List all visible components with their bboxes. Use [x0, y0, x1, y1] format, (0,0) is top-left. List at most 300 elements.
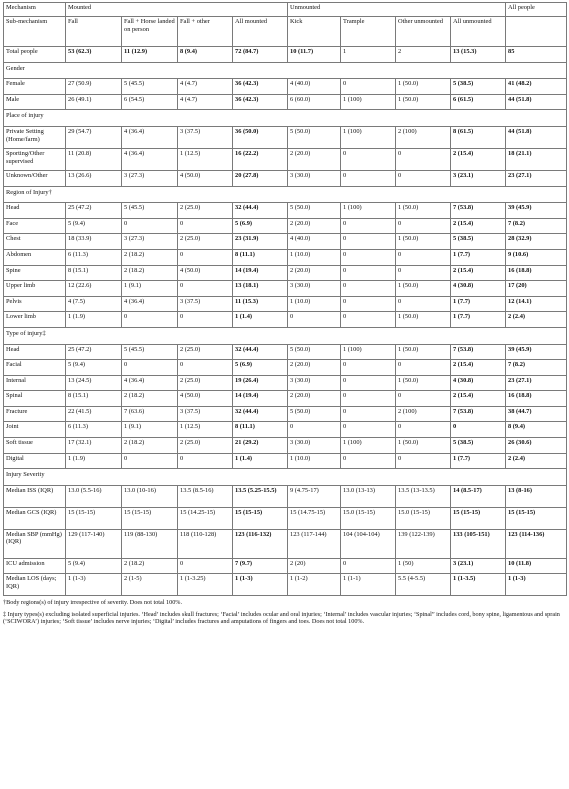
table-cell: 2 (18.2) [122, 265, 178, 281]
section-row [4, 110, 567, 127]
table-cell: 19 (26.4) [233, 375, 288, 391]
row-label: Upper limb [4, 281, 66, 297]
table-cell: 8 (11.1) [233, 422, 288, 438]
table-cell: 1 (50.0) [396, 203, 451, 219]
row-label: Facial [4, 360, 66, 376]
table-cell: 1 (50.0) [396, 312, 451, 328]
table-cell: 0 [396, 422, 451, 438]
table-cell: 15.0 (15-15) [341, 507, 396, 529]
table-cell: 0 [178, 281, 233, 297]
table-cell: 1 (50.0) [396, 234, 451, 250]
table-row [4, 170, 567, 186]
table-cell: 11 (15.3) [233, 296, 288, 312]
table-cell: 0 [396, 296, 451, 312]
table-cell: 0 [451, 422, 506, 438]
table-row [4, 148, 567, 170]
table-cell: 5 (45.5) [122, 79, 178, 95]
table-cell: 13 (24.5) [66, 375, 122, 391]
table-cell: 15 (15-15) [122, 507, 178, 529]
table-cell: 2 (20) [288, 558, 341, 574]
table-cell: 0 [341, 148, 396, 170]
table-cell: 123 (114-136) [506, 529, 567, 558]
table-cell: 3 (23.1) [451, 170, 506, 186]
header-cell: Fall + other [178, 17, 233, 47]
table-cell: 0 [122, 218, 178, 234]
table-row [4, 249, 567, 265]
table-cell: 8 (61.5) [451, 126, 506, 148]
table-cell: 5 (45.5) [122, 344, 178, 360]
header-cell: Other unmounted [396, 17, 451, 47]
table-cell: 5 (38.5) [451, 234, 506, 250]
table-cell: 13 (26.6) [66, 170, 122, 186]
table-cell: 4 (30.8) [451, 281, 506, 297]
table-cell: 0 [341, 234, 396, 250]
table-cell: 1 (1-3) [506, 574, 567, 596]
table-cell: 1 (9.1) [122, 281, 178, 297]
table-cell: 1 (1.9) [66, 312, 122, 328]
table-cell: 0 [288, 422, 341, 438]
table-row [4, 126, 567, 148]
table-cell: 0 [396, 170, 451, 186]
row-label: Soft tissue [4, 438, 66, 454]
header-cell: Sub-mechanism [4, 17, 66, 47]
table-cell: 15 (15-15) [506, 507, 567, 529]
table-cell: 2 (15.4) [451, 265, 506, 281]
table-cell: 7 (9.7) [233, 558, 288, 574]
table-cell: 2 (100) [396, 406, 451, 422]
table-row [4, 360, 567, 376]
table-cell: 2 (15.4) [451, 391, 506, 407]
table-cell: 11 (12.9) [122, 47, 178, 63]
table-cell: 2 (2.4) [506, 453, 567, 469]
table-cell: 1 (10.0) [288, 453, 341, 469]
table-row [4, 485, 567, 507]
table-cell: 0 [396, 148, 451, 170]
table-cell: 5 (50.0) [288, 406, 341, 422]
table-cell: 8 (15.1) [66, 391, 122, 407]
table-cell: 2 (25.0) [178, 234, 233, 250]
table-cell: 16 (18.8) [506, 391, 567, 407]
row-label: Fracture [4, 406, 66, 422]
table-cell: 39 (45.9) [506, 344, 567, 360]
row-label: Total people [4, 47, 66, 63]
table-row [4, 79, 567, 95]
table-cell: 36 (50.0) [233, 126, 288, 148]
row-label: Unknown/Other [4, 170, 66, 186]
table-cell: 1 (7.7) [451, 453, 506, 469]
table-cell: 2 (25.0) [178, 375, 233, 391]
table-cell: 5 (9.4) [66, 218, 122, 234]
table-cell: 1 (100) [341, 126, 396, 148]
row-label: Spine [4, 265, 66, 281]
table-cell: 2 (15.4) [451, 360, 506, 376]
table-cell: 4 (4.7) [178, 94, 233, 110]
table-cell: 23 (27.1) [506, 170, 567, 186]
row-label: Median ISS (IQR) [4, 485, 66, 507]
table-row [4, 453, 567, 469]
table-cell: 4 (40.0) [288, 79, 341, 95]
table-cell: 17 (20) [506, 281, 567, 297]
table-cell: 2 (20.0) [288, 360, 341, 376]
table-row [4, 507, 567, 529]
table-cell: 1 (50.0) [396, 344, 451, 360]
table-cell: 13.5 (5.25-15.5) [233, 485, 288, 507]
table-cell: 6 (11.3) [66, 422, 122, 438]
table-cell: 13 (15.3) [451, 47, 506, 63]
table-cell: 6 (54.5) [122, 94, 178, 110]
header-cell-mounted: Mounted [66, 3, 288, 17]
header-cell-unmounted: Unmounted [288, 3, 506, 17]
table-cell: 0 [341, 170, 396, 186]
table-cell: 15 (15-15) [451, 507, 506, 529]
table-cell: 123 (117-144) [288, 529, 341, 558]
table-cell: 0 [396, 265, 451, 281]
table-cell: 0 [341, 558, 396, 574]
document [3, 2, 566, 626]
row-label: Sporting/Other supervised [4, 148, 66, 170]
row-label: Pelvis [4, 296, 66, 312]
table-cell: 139 (122-139) [396, 529, 451, 558]
table-cell: 1 (50) [396, 558, 451, 574]
row-label: Head [4, 203, 66, 219]
table-cell: 4 (36.4) [122, 126, 178, 148]
table-cell: 5 (50.0) [288, 203, 341, 219]
table-cell: 3 (23.1) [451, 558, 506, 574]
table-cell: 104 (104-104) [341, 529, 396, 558]
table-cell: 5 (45.5) [122, 203, 178, 219]
table-cell: 1 (100) [341, 94, 396, 110]
table-cell: 0 [341, 422, 396, 438]
table-cell: 27 (50.9) [66, 79, 122, 95]
table-cell: 5 (6.9) [233, 360, 288, 376]
table-row [4, 218, 567, 234]
table-cell: 1 (1-1) [341, 574, 396, 596]
table-cell: 7 (53.8) [451, 406, 506, 422]
table-cell: 32 (44.4) [233, 344, 288, 360]
table-cell: 5 (6.9) [233, 218, 288, 234]
table-cell: 0 [122, 312, 178, 328]
table-cell: 0 [396, 360, 451, 376]
table-cell: 20 (27.8) [233, 170, 288, 186]
table-cell: 12 (22.6) [66, 281, 122, 297]
table-cell: 2 (20.0) [288, 391, 341, 407]
row-label: ICU admission [4, 558, 66, 574]
table-cell: 129 (117-140) [66, 529, 122, 558]
table-row [4, 438, 567, 454]
row-label: Joint [4, 422, 66, 438]
table-cell: 0 [341, 391, 396, 407]
table-cell: 8 (15.1) [66, 265, 122, 281]
table-cell: 38 (44.7) [506, 406, 567, 422]
table-cell: 6 (60.0) [288, 94, 341, 110]
table-cell: 0 [341, 79, 396, 95]
row-label: Head [4, 344, 66, 360]
header-cell: Mechanism [4, 3, 66, 17]
table-cell: 14 (19.4) [233, 265, 288, 281]
table-cell: 16 (22.2) [233, 148, 288, 170]
table-cell: 0 [341, 249, 396, 265]
table-cell: 4 (36.4) [122, 296, 178, 312]
table-row [4, 574, 567, 596]
table-cell: 4 (36.4) [122, 375, 178, 391]
table-cell: 1 (100) [341, 438, 396, 454]
table-cell: 21 (29.2) [233, 438, 288, 454]
table-row [4, 296, 567, 312]
table-cell: 13.0 (13-13) [341, 485, 396, 507]
table-cell: 1 (1-3.5) [451, 574, 506, 596]
header-cell: Kick [288, 17, 341, 47]
table-cell: 1 (7.7) [451, 249, 506, 265]
table-cell: 118 (110-128) [178, 529, 233, 558]
table-cell: 13.0 (5.5-16) [66, 485, 122, 507]
table-cell: 1 [341, 47, 396, 63]
table-cell: 11 (20.8) [66, 148, 122, 170]
row-label: Median GCS (IQR) [4, 507, 66, 529]
table-cell: 0 [178, 312, 233, 328]
table-cell: 15 (14.25-15) [178, 507, 233, 529]
table-cell: 4 (40.0) [288, 234, 341, 250]
table-cell: 0 [341, 312, 396, 328]
table-cell: 1 (1-3) [66, 574, 122, 596]
table-cell: 17 (32.1) [66, 438, 122, 454]
table-cell: 4 (50.0) [178, 391, 233, 407]
table-cell: 1 (1.9) [66, 453, 122, 469]
table-cell: 0 [122, 453, 178, 469]
table-cell: 0 [341, 218, 396, 234]
table-cell: 6 (61.5) [451, 94, 506, 110]
table-row [4, 375, 567, 391]
table-cell: 2 (2.4) [506, 312, 567, 328]
table-row [4, 234, 567, 250]
table-cell: 0 [341, 281, 396, 297]
header-cell: All mounted [233, 17, 288, 47]
table-cell: 3 (27.3) [122, 234, 178, 250]
header-cell [506, 17, 567, 47]
table-row [4, 422, 567, 438]
table-cell: 7 (53.8) [451, 203, 506, 219]
row-label: Face [4, 218, 66, 234]
table-cell: 3 (30.0) [288, 438, 341, 454]
table-cell: 10 (11.7) [288, 47, 341, 63]
table-cell: 1 (50.0) [396, 79, 451, 95]
section-row [4, 469, 567, 486]
table-cell: 14 (8.5-17) [451, 485, 506, 507]
section-label: Gender [4, 62, 567, 79]
table-cell: 2 (18.2) [122, 438, 178, 454]
table-cell: 7 (8.2) [506, 360, 567, 376]
footnote-double-dagger: ‡ Injury types(s) excluding isolated superficial injuries. ‘Head’ includes skull fractures; ‘Facial’ includes ocular and oral injuries; ‘Internal’ includes vascular injuries; ‘Spinal” includes cord, bony spine, ligamentous and sprain (‘SCIWORA’) injuries; ‘Soft tissue’ includes nerve injuries; ‘Digital’ includes fractures and amputations of fingers and toes. Does not total 100%. [3, 610, 560, 626]
table-cell: 0 [122, 360, 178, 376]
table-row [4, 265, 567, 281]
table-cell: 2 (25.0) [178, 438, 233, 454]
table-cell: 5 (50.0) [288, 126, 341, 148]
row-label: Abdomen [4, 249, 66, 265]
table-cell: 0 [396, 391, 451, 407]
table-cell: 13 (18.1) [233, 281, 288, 297]
table-row [4, 344, 567, 360]
table-cell: 13.5 (13-13.5) [396, 485, 451, 507]
injury-table [3, 2, 567, 596]
table-cell: 1 (12.5) [178, 148, 233, 170]
table-cell: 1 (100) [341, 344, 396, 360]
table-cell: 1 (7.7) [451, 296, 506, 312]
table-cell: 1 (1-3) [233, 574, 288, 596]
table-cell: 0 [341, 265, 396, 281]
row-label: Digital [4, 453, 66, 469]
table-row [4, 47, 567, 63]
table-row [4, 529, 567, 558]
footnote-dagger: †Body regions(s) of injury irrespective of severity. Does not total 100%. [3, 599, 182, 607]
table-cell: 15 (15-15) [66, 507, 122, 529]
table-cell: 8 (11.1) [233, 249, 288, 265]
table-cell: 133 (105-151) [451, 529, 506, 558]
table-cell: 8 (9.4) [178, 47, 233, 63]
table-cell: 3 (37.5) [178, 296, 233, 312]
table-cell: 123 (116-132) [233, 529, 288, 558]
table-cell: 44 (51.8) [506, 94, 567, 110]
table-cell: 32 (44.4) [233, 406, 288, 422]
table-cell: 4 (36.4) [122, 148, 178, 170]
table-cell: 2 (15.4) [451, 218, 506, 234]
table-cell: 26 (49.1) [66, 94, 122, 110]
table-cell: 25 (47.2) [66, 344, 122, 360]
section-label: Place of injury [4, 110, 567, 127]
table-cell: 6 (11.3) [66, 249, 122, 265]
section-row [4, 62, 567, 79]
table-cell: 25 (47.2) [66, 203, 122, 219]
table-cell: 28 (32.9) [506, 234, 567, 250]
section-label: Type of injury‡ [4, 327, 567, 344]
table-row [4, 558, 567, 574]
table-cell: 9 (10.6) [506, 249, 567, 265]
header-cell: Fall + Horse landed on person [122, 17, 178, 47]
table-cell: 14 (19.4) [233, 391, 288, 407]
header-cell: Trample [341, 17, 396, 47]
table-cell: 26 (30.6) [506, 438, 567, 454]
table-cell: 9 (4.75-17) [288, 485, 341, 507]
table-cell: 8 (9.4) [506, 422, 567, 438]
table-cell: 53 (62.3) [66, 47, 122, 63]
table-cell: 1 (1.4) [233, 453, 288, 469]
table-row [4, 312, 567, 328]
table-cell: 36 (42.3) [233, 79, 288, 95]
table-cell: 2 (18.2) [122, 249, 178, 265]
header-row-mechanism [4, 3, 567, 17]
table-cell: 4 (50.0) [178, 170, 233, 186]
table-cell: 1 (50.0) [396, 438, 451, 454]
table-cell: 1 (9.1) [122, 422, 178, 438]
table-cell: 0 [396, 218, 451, 234]
table-cell: 44 (51.8) [506, 126, 567, 148]
row-label: Chest [4, 234, 66, 250]
table-cell: 15 (14.75-15) [288, 507, 341, 529]
table-cell: 0 [178, 218, 233, 234]
table-cell: 3 (37.5) [178, 126, 233, 148]
table-cell: 5 (38.5) [451, 79, 506, 95]
table-cell: 13 (8-16) [506, 485, 567, 507]
table-cell: 5 (9.4) [66, 360, 122, 376]
table-cell: 3 (27.3) [122, 170, 178, 186]
table-cell: 2 (25.0) [178, 203, 233, 219]
table-cell: 1 (50.0) [396, 375, 451, 391]
table-cell: 3 (30.0) [288, 375, 341, 391]
table-cell: 0 [341, 375, 396, 391]
table-cell: 1 (10.0) [288, 296, 341, 312]
table-cell: 2 (20.0) [288, 265, 341, 281]
table-cell: 0 [341, 360, 396, 376]
table-cell: 3 (30.0) [288, 281, 341, 297]
table-cell: 7 (53.8) [451, 344, 506, 360]
table-cell: 7 (63.6) [122, 406, 178, 422]
table-cell: 0 [288, 312, 341, 328]
table-cell: 1 (10.0) [288, 249, 341, 265]
table-row [4, 281, 567, 297]
table-row [4, 94, 567, 110]
table-cell: 5 (38.5) [451, 438, 506, 454]
table-cell: 5.5 (4-5.5) [396, 574, 451, 596]
table-cell: 0 [341, 453, 396, 469]
table-cell: 1 (50.0) [396, 281, 451, 297]
table-cell: 5 (9.4) [66, 558, 122, 574]
table-cell: 0 [396, 453, 451, 469]
table-cell: 2 [396, 47, 451, 63]
table-cell: 0 [178, 249, 233, 265]
table-cell: 23 (31.9) [233, 234, 288, 250]
table-cell: 41 (48.2) [506, 79, 567, 95]
section-row [4, 186, 567, 203]
row-label: Lower limb [4, 312, 66, 328]
table-cell: 2 (20.0) [288, 148, 341, 170]
table-cell: 2 (18.2) [122, 391, 178, 407]
row-label: Median LOS (days; IQR) [4, 574, 66, 596]
table-cell: 0 [341, 296, 396, 312]
table-cell: 13.0 (10-16) [122, 485, 178, 507]
table-cell: 22 (41.5) [66, 406, 122, 422]
table-cell: 1 (7.7) [451, 312, 506, 328]
header-row-sub-mechanism [4, 17, 567, 47]
header-cell: Fall [66, 17, 122, 47]
table-cell: 0 [178, 453, 233, 469]
table-row [4, 203, 567, 219]
section-row [4, 327, 567, 344]
table-cell: 72 (84.7) [233, 47, 288, 63]
table-cell: 2 (100) [396, 126, 451, 148]
row-label: Male [4, 94, 66, 110]
table-cell: 1 (100) [341, 203, 396, 219]
table-cell: 36 (42.3) [233, 94, 288, 110]
table-cell: 2 (15.4) [451, 148, 506, 170]
table-cell: 4 (50.0) [178, 265, 233, 281]
table-cell: 4 (30.8) [451, 375, 506, 391]
table-cell: 0 [178, 360, 233, 376]
table-cell: 7 (8.2) [506, 218, 567, 234]
table-cell: 0 [396, 249, 451, 265]
row-label: Spinal [4, 391, 66, 407]
table-cell: 85 [506, 47, 567, 63]
table-cell: 1 (1.4) [233, 312, 288, 328]
table-cell: 39 (45.9) [506, 203, 567, 219]
header-cell-all-people: All people [506, 3, 567, 17]
table-cell: 4 (7.5) [66, 296, 122, 312]
row-label: Internal [4, 375, 66, 391]
table-cell: 5 (50.0) [288, 344, 341, 360]
table-cell: 2 (18.2) [122, 558, 178, 574]
table-cell: 0 [178, 558, 233, 574]
table-cell: 2 (20.0) [288, 218, 341, 234]
table-cell: 1 (12.5) [178, 422, 233, 438]
row-label: Female [4, 79, 66, 95]
section-label: Region of Injury† [4, 186, 567, 203]
